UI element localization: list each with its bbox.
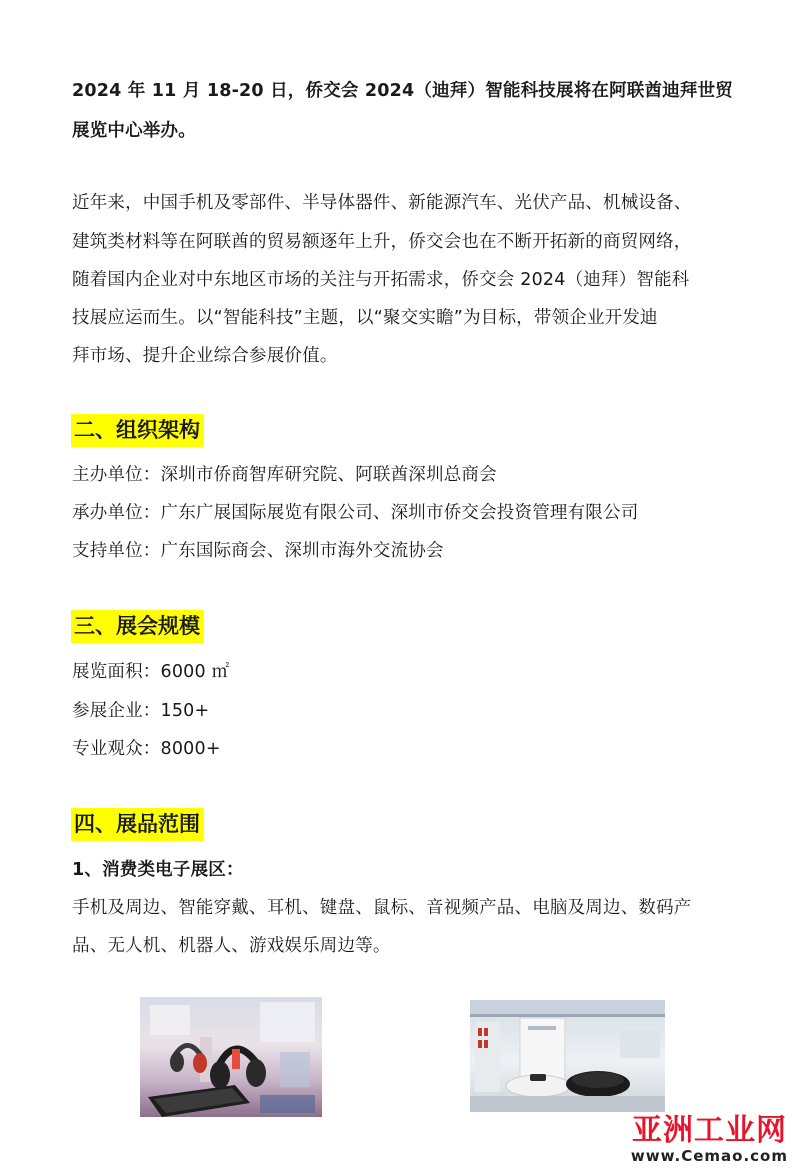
supporter-unit: 支持单位：广东国际商会、深圳市海外交流协会: [72, 541, 444, 561]
robot-vacuum-photo: [470, 1000, 665, 1112]
exhibition-area: 展览面积：6000 ㎡: [72, 662, 230, 682]
visitor-count: 专业观众：8000+: [72, 739, 221, 759]
background-line-5: 拜市场、提升企业综合参展价值。: [72, 346, 338, 366]
watermark-url: www.Cemao.com: [630, 1147, 788, 1165]
section-heading-scale: 三、展会规模: [71, 610, 204, 643]
background-line-2: 建筑类材料等在阿联酋的贸易额逐年上升，侨交会也在不断开拓新的商贸网络，: [72, 232, 692, 252]
organizer-unit: 承办单位：广东广展国际展览有限公司、深圳市侨交会投资管理有限公司: [72, 503, 639, 523]
background-line-1: 近年来，中国手机及零部件、半导体器件、新能源汽车、光伏产品、机械设备、: [72, 193, 692, 213]
zone1-title: 1、消费类电子展区：: [72, 860, 244, 880]
section-heading-exhibits: 四、展品范围: [71, 808, 204, 841]
exhibitor-count: 参展企业：150+: [72, 701, 210, 721]
site-watermark: [631, 1114, 788, 1164]
zone1-line-2: 品、无人机、机器人、游戏娱乐周边等。: [72, 936, 391, 956]
headphones-keyboard-photo: [140, 997, 322, 1117]
background-line-3: 随着国内企业对中东地区市场的关注与开拓需求，侨交会 2024（迪拜）智能科: [72, 270, 690, 290]
host-unit: 主办单位：深圳市侨商智库研究院、阿联酋深圳总商会: [72, 465, 497, 485]
section-heading-organization: 二、组织架构: [71, 414, 204, 447]
zone1-line-1: 手机及周边、智能穿戴、耳机、键盘、鼠标、音视频产品、电脑及周边、数码产: [72, 898, 692, 918]
background-line-4: 技展应运而生。以“智能科技”主题，以“聚交实瞻”为目标，带领企业开发迪: [72, 308, 658, 328]
intro-line-2: 展览中心举办。: [72, 121, 196, 141]
intro-line-1: 2024 年 11 月 18-20 日，侨交会 2024（迪拜）智能科技展将在阿联酋迪拜世贸: [72, 81, 733, 101]
watermark-logo-text: 亚洲工业网: [631, 1113, 787, 1148]
